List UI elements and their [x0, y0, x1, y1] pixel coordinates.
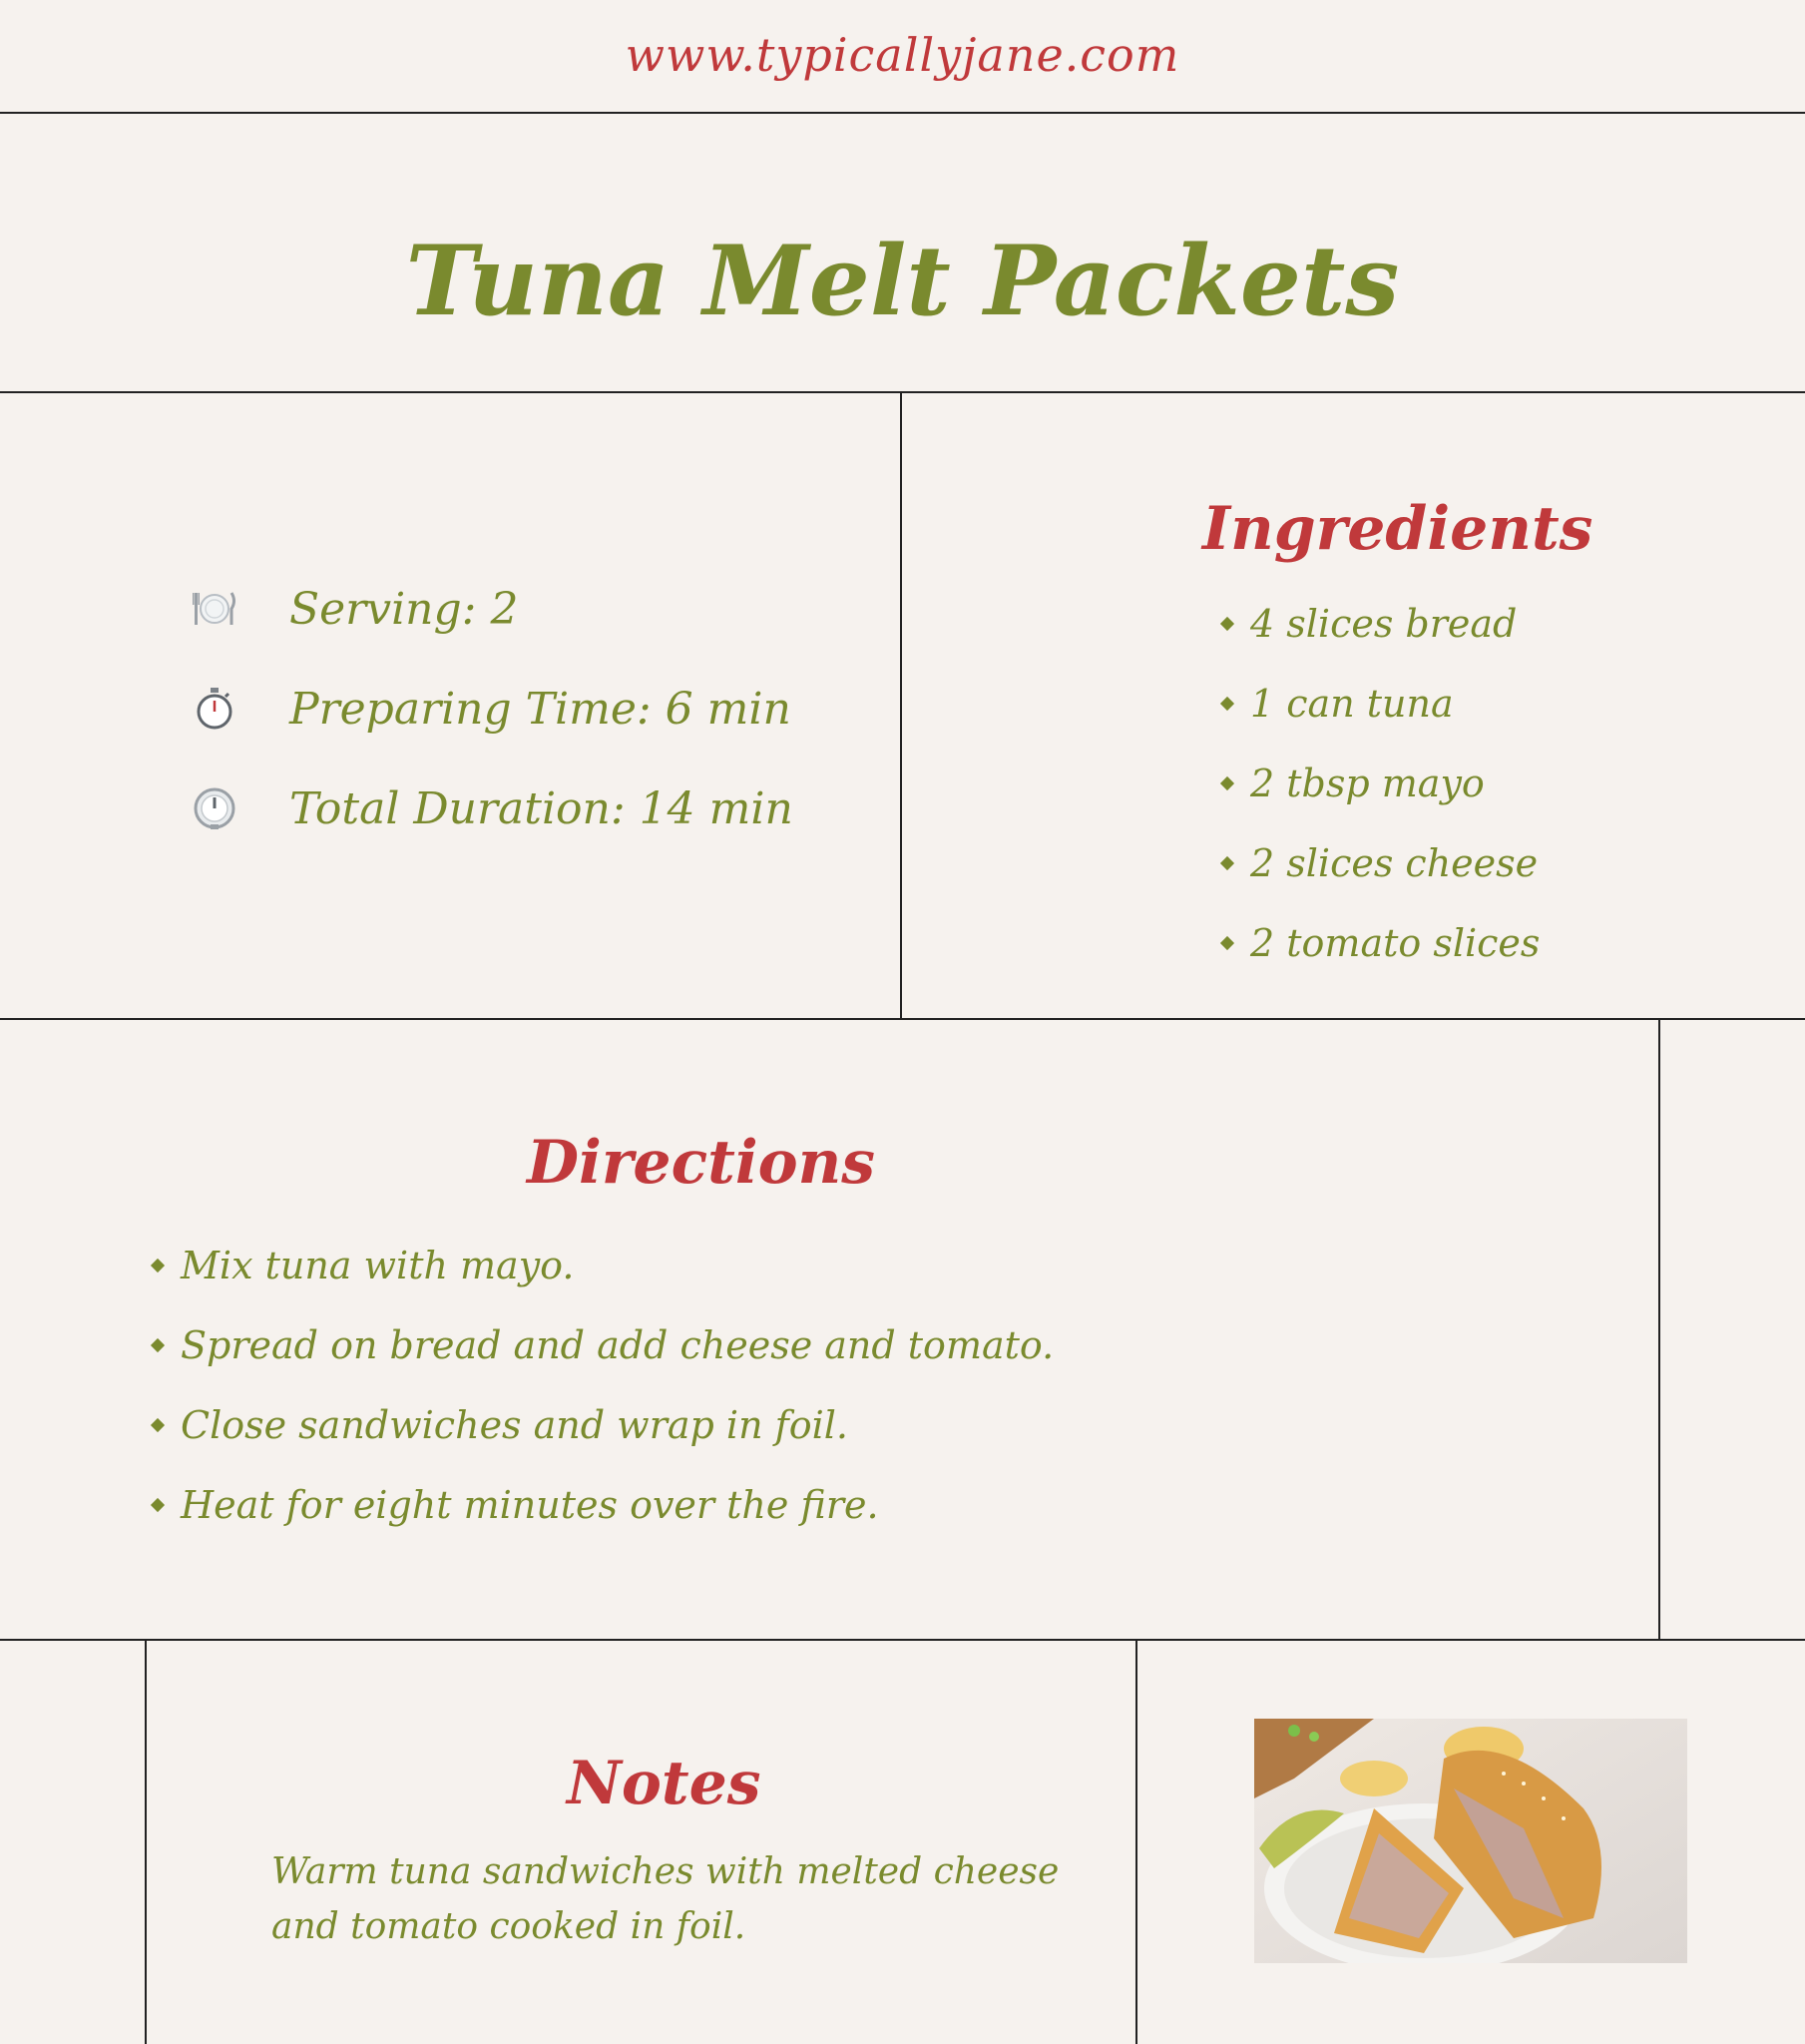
total-duration-text: Total Duration: 14 min — [289, 782, 793, 834]
meta-ingredients-divider — [900, 391, 902, 1019]
bullet-icon — [1220, 936, 1234, 950]
direction-step-text: Close sandwiches and wrap in foil. — [181, 1403, 848, 1447]
bullet-icon — [151, 1498, 165, 1512]
site-url[interactable]: www.typicallyjane.com — [625, 28, 1180, 82]
bullet-icon — [1220, 697, 1234, 711]
notes-heading: Notes — [567, 1749, 761, 1818]
bullet-icon — [151, 1338, 165, 1352]
bullet-icon — [1220, 856, 1234, 870]
preparing-time-text: Preparing Time: 6 min — [289, 683, 791, 735]
ingredient-text: 2 slices cheese — [1250, 841, 1539, 885]
ingredient-text: 2 tbsp mayo — [1250, 762, 1485, 805]
direction-step-text: Mix tuna with mayo. — [181, 1244, 575, 1287]
meta-preparing-time — [190, 659, 793, 759]
tuna-melt-sandwich-photo — [1254, 1719, 1687, 1963]
ingredients-list — [1222, 584, 1540, 983]
ingredients-heading: Ingredients — [1202, 494, 1593, 564]
ingredient-text: 4 slices bread — [1250, 602, 1518, 646]
directions-right-divider — [1658, 1018, 1660, 1640]
meta-total-duration — [190, 759, 793, 858]
bullet-icon — [1220, 617, 1234, 631]
plate-cutlery-icon — [190, 584, 239, 634]
recipe-title: Tuna Melt Packets — [405, 225, 1400, 337]
ingredient-text: 1 can tuna — [1250, 682, 1454, 726]
notes-text: Warm tuna sandwiches with melted cheese and tomato cooked in foil. — [271, 1851, 1060, 1947]
bullet-icon — [151, 1259, 165, 1273]
ingredients-divider — [0, 1018, 1805, 1020]
timer-clock-icon — [190, 783, 239, 833]
notes-left-divider — [145, 1639, 147, 2044]
list-item — [1222, 823, 1540, 903]
direction-step-text: Spread on bread and add cheese and tomato. — [181, 1323, 1055, 1367]
list-item — [1222, 903, 1540, 983]
list-item — [153, 1385, 1054, 1465]
list-item — [153, 1305, 1054, 1385]
ingredient-text: 2 tomato slices — [1250, 921, 1541, 965]
recipe-meta — [190, 559, 793, 858]
serving-text: Serving: 2 — [289, 583, 519, 635]
bullet-icon — [1220, 776, 1234, 790]
list-item — [1222, 584, 1540, 664]
stopwatch-icon — [190, 684, 239, 734]
notes-right-divider — [1135, 1639, 1137, 2044]
meta-serving — [190, 559, 793, 659]
list-item — [153, 1465, 1054, 1545]
title-divider — [0, 391, 1805, 393]
directions-heading: Directions — [527, 1128, 876, 1198]
directions-list — [153, 1226, 1054, 1545]
list-item — [1222, 664, 1540, 744]
list-item — [153, 1226, 1054, 1305]
directions-divider — [0, 1639, 1805, 1641]
header-divider — [0, 112, 1805, 114]
bullet-icon — [151, 1418, 165, 1432]
list-item — [1222, 744, 1540, 823]
direction-step-text: Heat for eight minutes over the fire. — [181, 1483, 879, 1527]
